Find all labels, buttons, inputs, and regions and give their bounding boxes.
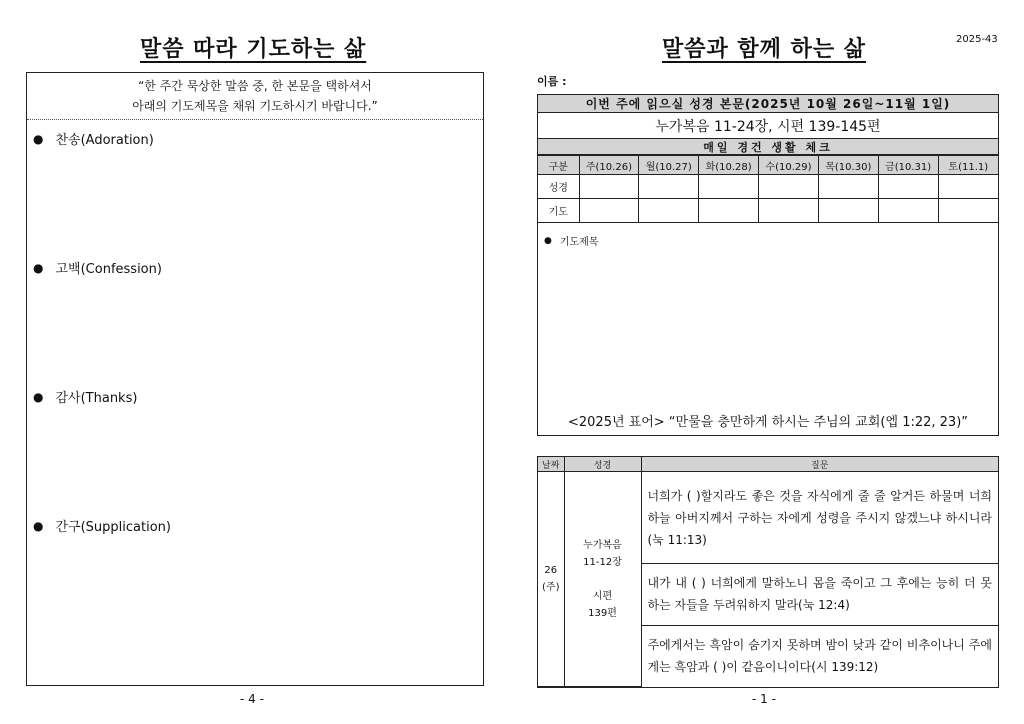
checklist-header-cell: 목(10.30)	[818, 156, 878, 175]
checklist-cell[interactable]	[759, 199, 819, 223]
checklist-cell[interactable]	[699, 199, 759, 223]
checklist-cell[interactable]	[938, 199, 998, 223]
bullet-icon: ●	[33, 389, 44, 404]
right-page-number: - 1 -	[752, 692, 776, 706]
instruction-box	[27, 73, 483, 120]
checklist-title: 매일 경건 생활 체크	[538, 139, 998, 155]
checklist-header-cell: 화(10.28)	[699, 156, 759, 175]
prayer-item-supplication	[33, 516, 171, 535]
prayer-worksheet	[26, 72, 484, 686]
checklist-header-cell: 수(10.29)	[759, 156, 819, 175]
checklist-cell[interactable]	[818, 175, 878, 199]
checklist-cell[interactable]	[878, 199, 938, 223]
bullet-icon: ●	[33, 260, 44, 275]
checklist-cell[interactable]	[818, 199, 878, 223]
checklist-row-bible	[538, 175, 998, 199]
reading-chapters-2: 139편	[588, 607, 617, 619]
questions-header-row	[538, 457, 998, 472]
left-page-title: 말씀 따라 기도하는 삶	[140, 37, 367, 62]
day-weekday: (주)	[542, 582, 560, 593]
checklist-cell[interactable]	[878, 175, 938, 199]
checklist-cell[interactable]	[639, 175, 699, 199]
date-cell	[538, 472, 564, 687]
questions-box	[537, 456, 999, 688]
question-2: 내가 내 ( ) 너희에게 말하노니 몸을 죽이고 그 후에는 능히 더 못하는 자들을 두려워하지 말라(눅 12:4)	[641, 564, 998, 626]
checklist-row-label: 기도	[538, 199, 579, 223]
checklist-cell[interactable]	[579, 199, 639, 223]
prayer-item-confession	[33, 258, 162, 277]
checklist-cell[interactable]	[938, 175, 998, 199]
bullet-icon: ●	[33, 518, 44, 533]
checklist-cell[interactable]	[579, 175, 639, 199]
header-date: 날짜	[538, 457, 564, 472]
left-page-number: - 4 -	[240, 692, 264, 706]
checklist-cell[interactable]	[699, 175, 759, 199]
header-question: 질문	[641, 457, 998, 472]
prayer-topics-label: 기도제목	[559, 237, 599, 248]
prayer-item-adoration	[33, 129, 154, 148]
checklist-header-cell: 주(10.26)	[579, 156, 639, 175]
question-1: 너희가 ( )할지라도 좋은 것을 자식에게 줄 줄 알거든 하물며 너희 하늘 아버지께서 구하는 자에게 성령을 주시지 않겠느냐 하시니라(눅 11:13)	[641, 472, 998, 564]
yearly-verse: <2025년 표어> “만물을 충만하게 하시는 주님의 교회(엡 1:22, 23)”	[567, 415, 968, 430]
reading-book-1: 누가복음	[583, 539, 622, 551]
checklist-header-cell: 구분	[538, 156, 579, 175]
right-page-title: 말씀과 함께 하는 삶	[662, 37, 866, 62]
instruction-line-1: “한 주간 묵상한 말씀 중, 한 본문을 택하셔서	[138, 79, 372, 93]
prayer-topics-area	[538, 223, 998, 438]
prayer-item-label: 고백(Confession)	[55, 262, 162, 277]
checklist-header-row	[538, 156, 998, 175]
checklist-row-label: 성경	[538, 175, 579, 199]
reading-cell	[564, 472, 641, 687]
document-number: 2025-43	[956, 34, 998, 45]
instruction-line-2: 아래의 기도제목을 채워 기도하시기 바랍니다.”	[132, 99, 378, 113]
checklist-header-cell: 월(10.27)	[639, 156, 699, 175]
prayer-item-label: 찬송(Adoration)	[55, 133, 154, 148]
name-label: 이름 :	[537, 75, 567, 88]
day-number: 26	[544, 565, 558, 576]
reading-chapters-1: 11-12장	[583, 556, 622, 568]
question-3: 주에게서는 흑암이 숨기지 못하며 밤이 낮과 같이 비추이나니 주에게는 흑암과 ( )이 같음이니이다(시 139:12)	[641, 625, 998, 686]
question-row	[538, 472, 998, 564]
reading-passage: 누가복음 11-24장, 시편 139-145편	[538, 113, 998, 139]
checklist-cell[interactable]	[639, 199, 699, 223]
checklist-header-cell: 토(11.1)	[938, 156, 998, 175]
daily-checklist-table	[538, 155, 998, 223]
checklist-header-cell: 금(10.31)	[878, 156, 938, 175]
reading-book-2: 시편	[592, 590, 613, 602]
checklist-row-prayer	[538, 199, 998, 223]
reading-plan-box	[537, 94, 999, 436]
checklist-cell[interactable]	[759, 175, 819, 199]
prayer-topics-heading	[544, 233, 599, 248]
prayer-item-label: 간구(Supplication)	[55, 520, 171, 535]
bullet-icon: ●	[33, 131, 44, 146]
prayer-item-label: 감사(Thanks)	[55, 391, 138, 406]
questions-table	[538, 457, 998, 687]
bullet-icon: ●	[544, 235, 552, 246]
reading-header: 이번 주에 읽으실 성경 본문(2025년 10월 26일~11월 1일)	[538, 95, 998, 113]
prayer-item-thanks	[33, 387, 137, 406]
header-bible: 성경	[564, 457, 641, 472]
